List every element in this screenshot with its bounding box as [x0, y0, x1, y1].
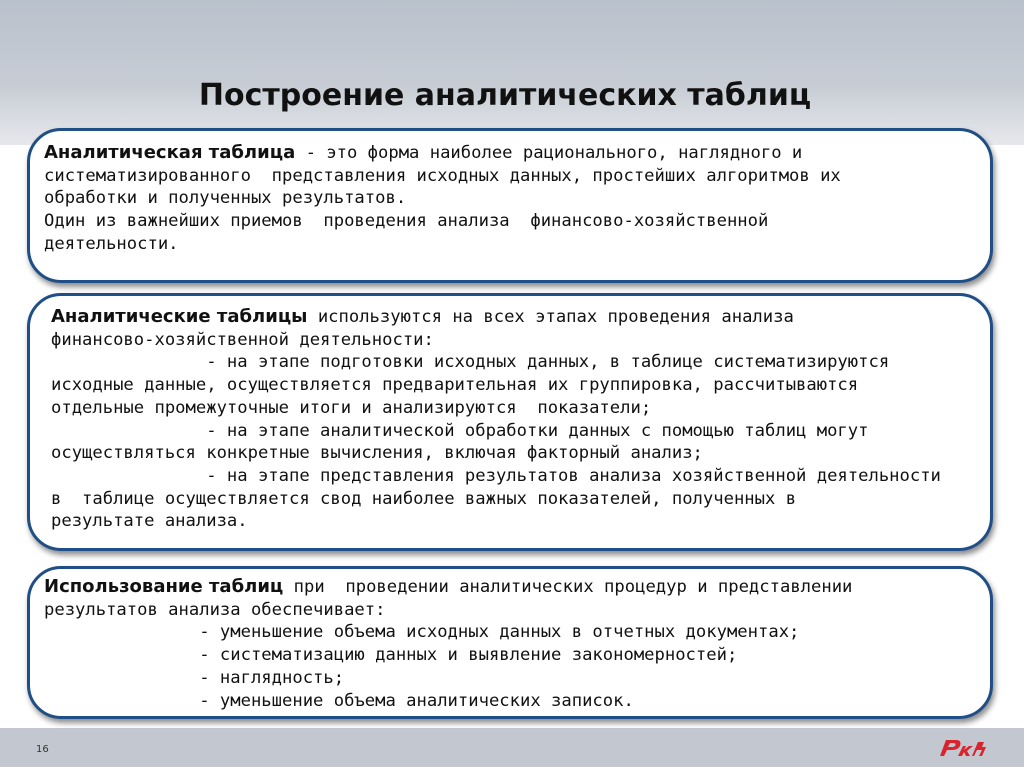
box2-line-3: - на этапе подготовки исходных данных, в таблице систематизируются: [51, 352, 890, 373]
box3-line-2: результатов анализа обеспечивает:: [44, 599, 386, 620]
box2-line-10: результате анализа.: [51, 511, 248, 532]
box2-line-4: исходные данные, осуществляется предварительная их группировка, рассчитываются: [51, 375, 859, 396]
box1-line-1: - это форма наиболее рационального, наглядного и: [295, 143, 803, 163]
header-band: [0, 0, 1024, 145]
box2-line-9: в таблице осуществляется свод наиболее важных показателей, полученных в: [51, 488, 797, 509]
definition-box: [27, 128, 993, 283]
box3-line-4: - систематизацию данных и выявление закономерностей;: [44, 645, 738, 666]
box2-line-1: используются на всех этапах проведения анализа: [307, 307, 794, 327]
box2-line-2: финансово-хозяйственной деятельности:: [51, 329, 434, 350]
box1-line-5: деятельности.: [44, 233, 179, 254]
rzd-logo-icon: [936, 736, 988, 760]
slide-title: Построение аналитических таблиц: [198, 78, 812, 113]
term-table-usage: Использование таблиц: [44, 576, 284, 597]
box3-line-5: - наглядность;: [44, 667, 345, 688]
box2-line-6: - на этапе аналитической обработки данных с помощью таблиц могут: [51, 420, 869, 441]
box3-line-3: - уменьшение объема исходных данных в отчетных документах;: [44, 622, 800, 643]
box1-line-3: обработки и полученных результатов.: [44, 188, 407, 209]
term-analytical-table: Аналитическая таблица: [44, 142, 296, 163]
term-analytical-tables: Аналитические таблицы: [51, 306, 308, 327]
box2-line-5: отдельные промежуточные итоги и анализируются показатели;: [51, 397, 652, 418]
box2-line-8: - на этапе представления результатов анализа хозяйственной деятельности: [51, 465, 941, 486]
box3-line-1: при проведении аналитических процедур и представлении: [283, 577, 853, 597]
box3-line-6: - уменьшение объема аналитических записок.: [44, 690, 634, 711]
box1-line-4: Один из важнейших приемов проведения анализа финансово-хозяйственной: [44, 211, 769, 232]
box1-line-2: систематизированного представления исходных данных, простейших алгоритмов их: [44, 165, 841, 186]
benefits-box: [27, 566, 993, 719]
page-number: 16: [36, 744, 49, 755]
footer-band: [0, 728, 1024, 767]
usage-stages-box: [27, 293, 993, 551]
box2-line-7: осуществляться конкретные вычисления, включая факторный анализ;: [51, 443, 703, 464]
